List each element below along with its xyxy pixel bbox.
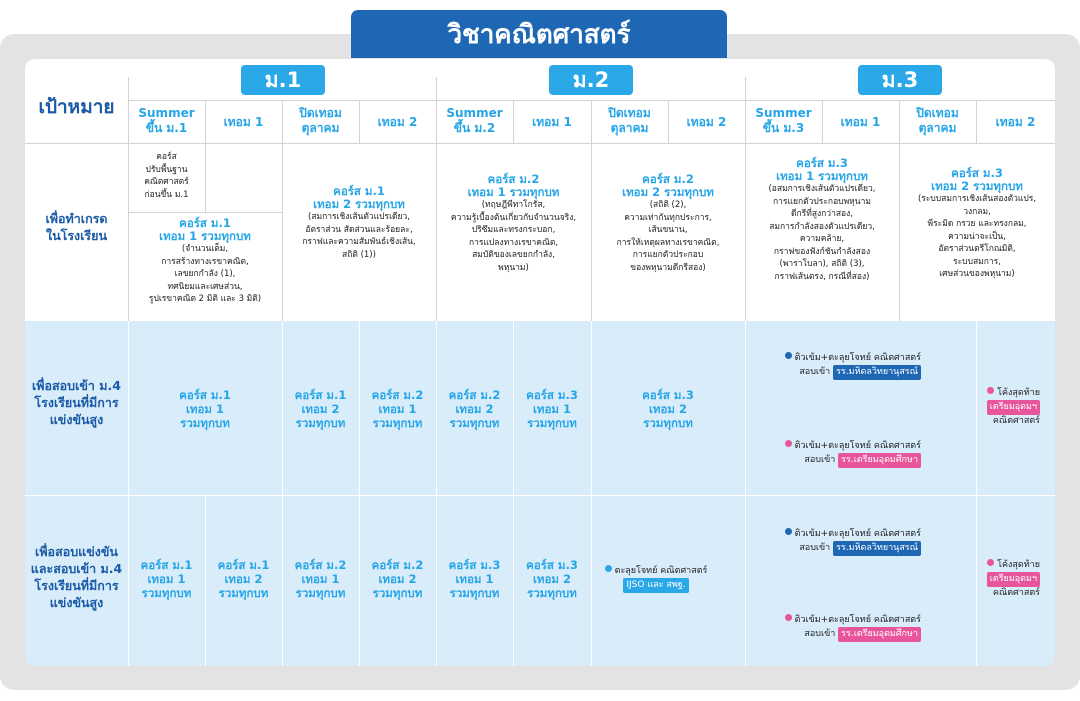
grade-badge-m3: ม.3 <box>858 65 942 95</box>
column-header: เทอม 2 <box>686 115 727 129</box>
goal-header: เป้าหมาย <box>38 96 115 118</box>
column-header: Summer ขึ้น ม.3 <box>755 106 812 135</box>
column-header: Summer ขึ้น ม.2 <box>446 106 503 135</box>
final-prep-note: โค้งสุดท้าย เตรียมอุดมฯ คณิตศาสตร์ <box>976 387 1040 428</box>
bullet-dot <box>785 528 792 535</box>
grade-badge-m2: ม.2 <box>549 65 633 95</box>
exam-course-m3-term1: คอร์ส ม.3 เทอม 1 รวมทุกบท <box>526 388 578 430</box>
column-header: เทอม 1 <box>532 115 572 129</box>
school-tag: รร.มหิดลวิทยานุสรณ์ <box>833 541 921 556</box>
bullet-dot <box>605 565 612 572</box>
course-m2-term1-cell: คอร์ส ม.2 เทอม 1 รวมทุกบท (ทฤษฎีพีทาโกรัส, ความรู้เบื้องต้นเกี่ยวกับจำนวนจริง, ปริซึมและทรงกระบอก, การแปลงทางเรขาคณิต, สมบัติของเลขยกกำลัง, พหุนาม) <box>450 172 577 273</box>
school-tag: รร.เตรียมอุดมศึกษา <box>838 627 921 642</box>
row-header-competition: เพื่อสอบแข่งขัน และสอบเข้า ม.4 โรงเรียนที่มีการ แข่งขันสูง <box>30 544 123 610</box>
comp-final-prep-note: โค้งสุดท้าย เตรียมอุดมฯ คณิตศาสตร์ <box>976 559 1040 600</box>
comp-course-m3-term2: คอร์ส ม.3 เทอม 2 รวมทุกบท <box>526 558 578 600</box>
course-m1-term1-cell: คอร์ส ม.1 เทอม 1 รวมทุกบท (จำนวนเต็ม, การสร้างทางเรขาคณิต, เลขยกกำลัง (1), ทศนิยมและเศษส่วน, รูปเรขาคณิต 2 มิติ และ 3 มิติ) <box>148 216 262 304</box>
exam-course-m2-term1: คอร์ส ม.2 เทอม 1 รวมทุกบท <box>371 388 424 430</box>
bullet-dot <box>987 387 994 394</box>
column-header: ปิดเทอม ตุลาคม <box>916 106 959 135</box>
exam-course-m2-term2: คอร์ส ม.2 เทอม 2 รวมทุกบท <box>448 388 501 430</box>
column-header: Summer ขึ้น ม.1 <box>138 106 195 135</box>
column-header: ปิดเทอม ตุลาคม <box>608 106 651 135</box>
comp-tutor-mahidol-note: ติวเข้ม+ตะลุยโจทย์ คณิตศาสตร์ สอบเข้า รร.มหิดลวิทยานุสรณ์ <box>745 528 921 556</box>
school-tag: รร.เตรียมอุดมศึกษา <box>838 453 921 468</box>
comp-tutor-triam-note: ติวเข้ม+ตะลุยโจทย์ คณิตศาสตร์ สอบเข้า รร.เตรียมอุดมศึกษา <box>745 614 921 642</box>
course-m1-term2-cell: คอร์ส ม.1 เทอม 2 รวมทุกบท (สมการเชิงเส้นตัวแปรเดียว, อัตราส่วน สัดส่วนและร้อยละ, กราฟและความสัมพันธ์เชิงเส้น, สถิติ (1)) <box>302 184 416 260</box>
exam-course-m1-term2: คอร์ส ม.1 เทอม 2 รวมทุกบท <box>294 388 347 430</box>
page-title: วิชาคณิตศาสตร์ <box>351 10 727 58</box>
comp-course-m1-term2: คอร์ส ม.1 เทอม 2 รวมทุกบท <box>217 558 270 600</box>
tutor-triam-note: ติวเข้ม+ตะลุยโจทย์ คณิตศาสตร์ สอบเข้า รร.เตรียมอุดมศึกษา <box>745 440 921 468</box>
row-header-entrance-exam: เพื่อสอบเข้า ม.4 โรงเรียนที่มีการ แข่งขันสูง <box>32 378 121 427</box>
column-header: เทอม 2 <box>995 115 1036 129</box>
row-header-school-grade: เพื่อทำเกรด ในโรงเรียน <box>45 211 108 243</box>
column-header: เทอม 1 <box>223 115 264 129</box>
bullet-dot <box>785 440 792 447</box>
course-m2-term2-cell: คอร์ส ม.2 เทอม 2 รวมทุกบท (สถิติ (2), ความเท่ากันทุกประการ, เส้นขนาน, การให้เหตุผลทางเรขาคณิต, การแยกตัวประกอบ ของพหุนามดีกรีสอง) <box>616 172 720 273</box>
bullet-dot <box>785 352 792 359</box>
column-header: ปิดเทอม ตุลาคม <box>299 106 342 135</box>
column-header: เทอม 1 <box>840 115 881 129</box>
curriculum-table <box>25 59 1055 666</box>
grade-badge-m1: ม.1 <box>241 65 325 95</box>
column-header: เทอม 2 <box>377 115 418 129</box>
exam-course-m1-term1: คอร์ส ม.1 เทอม 1 รวมทุกบท <box>179 388 231 430</box>
comp-course-m1-term1: คอร์ส ม.1 เทอม 1 รวมทุกบท <box>140 558 193 600</box>
olympiad-note: ตะลุยโจทย์ คณิตศาสตร์ IJSO และ สพฐ. <box>591 565 721 593</box>
school-tag: เตรียมอุดมฯ <box>987 400 1040 415</box>
course-m3-term1-cell: คอร์ส ม.3 เทอม 1 รวมทุกบท (อสมการเชิงเส้นตัวแปรเดียว, การแยกตัวประกอบพหุนาม ดีกรีที่สูงกว่าสอง, สมการกำลังสองตัวแปรเดียว, ความคล้าย, กราฟของฟังก์ชันกำลังสอง (พาราโบลา), สถิติ (3), กราฟเส้นตรง, กรณีที่สอง) <box>768 156 876 282</box>
comp-course-m3-term1: คอร์ส ม.3 เทอม 1 รวมทุกบท <box>448 558 501 600</box>
comp-course-m2-term1: คอร์ส ม.2 เทอม 1 รวมทุกบท <box>294 558 347 600</box>
bullet-dot <box>987 559 994 566</box>
tutor-mahidol-note: ติวเข้ม+ตะลุยโจทย์ คณิตศาสตร์ สอบเข้า รร.มหิดลวิทยานุสรณ์ <box>745 352 921 380</box>
olympiad-tag: IJSO และ สพฐ. <box>623 578 688 593</box>
school-tag: รร.มหิดลวิทยานุสรณ์ <box>833 365 921 380</box>
course-m3-term2-cell: คอร์ส ม.3 เทอม 2 รวมทุกบท (ระบบสมการเชิงเส้นสองตัวแปร, วงกลม, พีระมิด กรวย และทรงกลม, ความน่าจะเป็น, อัตราส่วนตรีโกณมิติ, ระบบสมการ, เศษส่วนของพหุนาม) <box>917 166 1037 279</box>
bullet-dot <box>785 614 792 621</box>
exam-course-m3-term2: คอร์ส ม.3 เทอม 2 รวมทุกบท <box>642 388 694 430</box>
basic-course-cell: คอร์ส ปรับพื้นฐาน คณิตศาสตร์ ก่อนขึ้น ม.1 <box>144 152 189 200</box>
school-tag: เตรียมอุดมฯ <box>987 572 1040 587</box>
comp-course-m2-term2: คอร์ส ม.2 เทอม 2 รวมทุกบท <box>371 558 424 600</box>
